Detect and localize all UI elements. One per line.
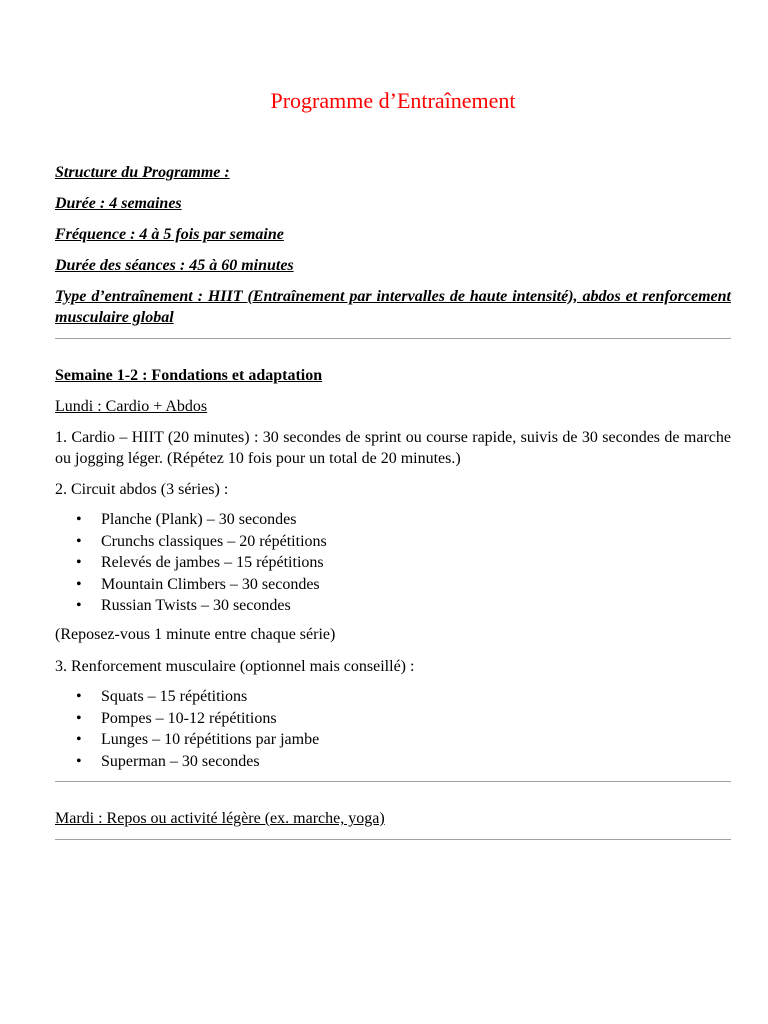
list-item: • Russian Twists – 30 secondes xyxy=(76,597,291,614)
bullet-icon: • xyxy=(76,752,82,770)
list-item: • Lunges – 10 répétitions par jambe xyxy=(76,731,320,748)
monday-cardio: 1. Cardio – HIIT (20 minutes) : 30 secondes de sprint ou course rapide, suivis de 30 secondes de marche ou jogging léger. (Répétez 10 fois pour un total de 20 minutes.) xyxy=(55,429,731,467)
structure-duration: Durée : 4 semaines xyxy=(55,195,182,212)
divider xyxy=(55,839,731,840)
list-item: • Pompes – 10-12 répétitions xyxy=(76,709,277,727)
structure-session-length: Durée des séances : 45 à 60 minutes xyxy=(55,257,294,274)
bullet-icon: • xyxy=(76,575,82,593)
bullet-icon: • xyxy=(76,688,82,705)
list-item: • Crunchs classiques – 20 répétitions xyxy=(76,532,327,550)
structure-frequency: Fréquence : 4 à 5 fois par semaine xyxy=(55,226,284,243)
week-heading: Semaine 1-2 : Fondations et adaptation xyxy=(55,367,323,384)
monday-abs-heading: 2. Circuit abdos (3 séries) : xyxy=(55,481,229,498)
bullet-icon: • xyxy=(76,554,82,571)
list-item: • Superman – 30 secondes xyxy=(76,752,260,770)
list-item: • Squats – 15 répétitions xyxy=(76,688,248,705)
abs-list xyxy=(55,509,731,617)
list-item: • Planche (Plank) – 30 secondes xyxy=(76,511,297,528)
divider xyxy=(55,781,731,782)
list-item: • Mountain Climbers – 30 secondes xyxy=(76,575,320,593)
list-item: • Relevés de jambes – 15 répétitions xyxy=(76,554,324,571)
strength-list xyxy=(55,686,731,772)
tuesday-heading: Mardi : Repos ou activité légère (ex. marche, yoga) xyxy=(55,810,385,827)
bullet-icon: • xyxy=(76,731,82,748)
structure-training-type: Type d’entraînement : HIIT (Entraînement par intervalles de haute intensité), abdos et renforcement musculaire global xyxy=(55,288,731,326)
bullet-icon: • xyxy=(76,597,82,614)
monday-strength-heading: 3. Renforcement musculaire (optionnel mais conseillé) : xyxy=(55,658,415,675)
monday-rest-note: (Reposez-vous 1 minute entre chaque série) xyxy=(55,626,336,643)
structure-heading: Structure du Programme : xyxy=(55,164,230,181)
bullet-icon: • xyxy=(76,709,82,727)
bullet-icon: • xyxy=(76,532,82,550)
divider xyxy=(55,338,731,339)
monday-heading: Lundi : Cardio + Abdos xyxy=(55,398,208,415)
bullet-icon: • xyxy=(76,511,82,528)
page-title: Programme d’Entraînement xyxy=(270,88,516,113)
